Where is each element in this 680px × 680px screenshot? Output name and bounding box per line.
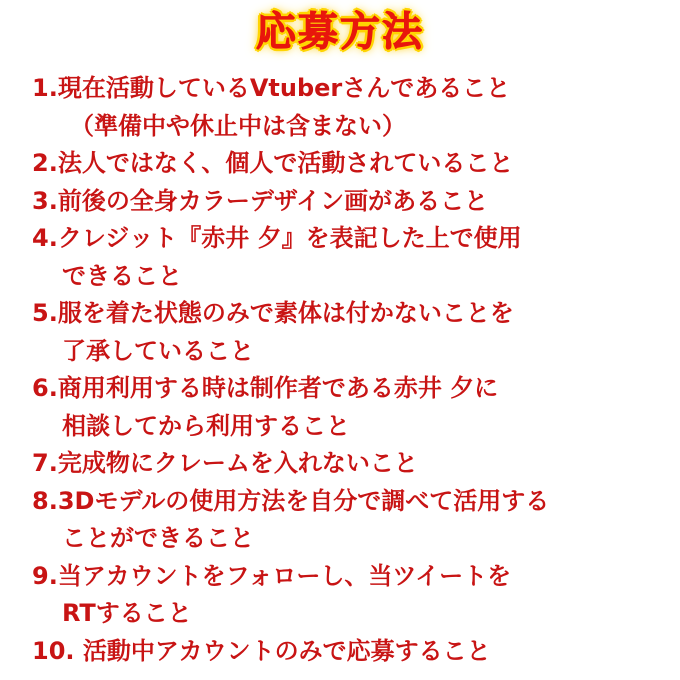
item-text: 活動中アカウントのみで応募すること <box>74 636 491 665</box>
item-text: クレジット『赤井 夕』を表記した上で使用 <box>57 224 522 252</box>
list-item-line <box>32 558 670 596</box>
item-text: 3Dモデルの使用方法を自分で調べて活用する <box>57 486 550 515</box>
item-text: 前後の全身カラーデザイン画があること <box>57 186 489 215</box>
item-text-continued: （準備中や休止中は含まない） <box>70 111 406 140</box>
item-number: 7. <box>32 449 58 477</box>
item-text: 完成物にクレームを入れないこと <box>57 449 418 477</box>
list-item <box>0 370 680 445</box>
item-text: 現在活動しているVtuberさんであること <box>57 74 511 102</box>
item-text-continued: ことができること <box>62 524 254 552</box>
item-text-continued: できること <box>62 261 182 290</box>
list-item <box>0 70 680 145</box>
item-number: 8. <box>32 486 58 515</box>
item-text: 法人ではなく、個人で活動されていること <box>57 149 514 177</box>
item-number: 10. <box>32 636 75 665</box>
list-item <box>0 220 680 295</box>
item-text-continued: 了承していること <box>62 336 254 365</box>
item-number: 6. <box>32 374 58 402</box>
requirements-list <box>0 70 680 670</box>
list-item-line <box>32 633 670 671</box>
item-text: 服を着た状態のみで素体は付かないことを <box>57 299 514 327</box>
item-text-continued: RTすること <box>62 599 192 627</box>
list-item <box>0 445 680 483</box>
item-number: 5. <box>32 299 58 327</box>
list-item <box>0 295 680 370</box>
list-item-line <box>32 483 670 521</box>
list-item-line <box>32 445 670 483</box>
list-item <box>0 183 680 221</box>
list-item <box>0 145 680 183</box>
item-number: 3. <box>32 186 58 215</box>
item-number: 4. <box>32 224 58 252</box>
list-item-line <box>32 295 670 333</box>
item-number: 1. <box>32 74 58 102</box>
list-item-line <box>32 220 670 258</box>
page-title: 応募方法 <box>256 9 424 55</box>
list-item <box>0 558 680 633</box>
item-text-continued: 相談してから利用すること <box>62 411 350 440</box>
list-item <box>0 483 680 558</box>
list-item-line <box>32 145 670 183</box>
item-number: 9. <box>32 561 58 590</box>
item-number: 2. <box>32 149 58 177</box>
item-text: 商用利用する時は制作者である赤井 夕に <box>57 374 499 402</box>
item-text: 当アカウントをフォローし、当ツイートを <box>57 561 512 590</box>
list-item <box>0 633 680 671</box>
list-item-line <box>32 370 670 408</box>
list-item-line <box>32 183 670 221</box>
list-item-line <box>32 70 670 108</box>
